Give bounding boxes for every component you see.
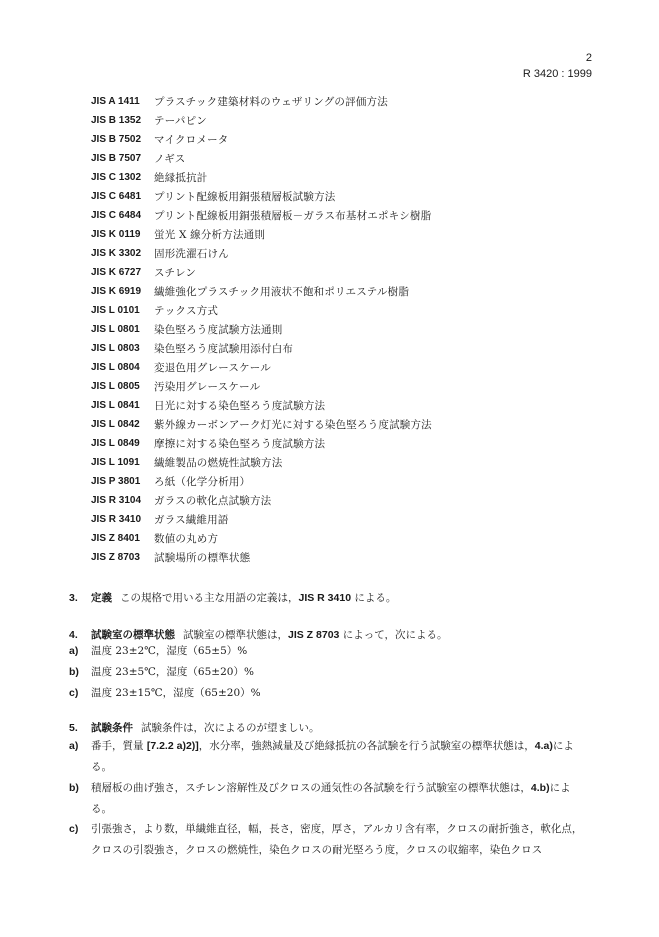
reference-item	[91, 149, 432, 168]
clause-5	[69, 720, 320, 735]
clause-number: 3.	[69, 592, 78, 604]
clause-number: 5.	[69, 722, 78, 734]
item-text: 温度 23±15℃，湿度（65±20）%	[91, 687, 261, 699]
reference-code: JIS Z 8401	[91, 533, 140, 544]
clause-reference: 4.b)	[530, 782, 550, 794]
item-label: c)	[69, 687, 79, 699]
item-text: 温度 23±5℃，湿度（65±20）%	[91, 666, 254, 678]
item-text: 引張強さ，より数，単繊維直径，幅，長さ，密度，厚さ，アルカリ含有率，クロスの耐折強さ，軟化点，クロスの引裂強さ，クロスの燃焼性，染色クロスの耐光堅ろう度，クロスの収縮率，染色クロス	[91, 823, 583, 856]
reference-title: 染色堅ろう度試験方法通則	[154, 324, 283, 336]
clause-text: この規格で用いる主な用語の定義は，	[120, 592, 299, 604]
reference-code: JIS C 6481	[91, 191, 142, 202]
reference-title: ガラス繊維用語	[154, 514, 229, 526]
reference-item	[91, 434, 432, 453]
reference-title: ノギス	[154, 153, 186, 165]
reference-title: 繊維製品の燃焼性試験方法	[154, 457, 283, 469]
item-text-part: 番手，質量	[91, 740, 147, 752]
clause-title: 定義	[91, 592, 112, 604]
clause-text: 試験条件は，次によるのが望ましい。	[141, 722, 320, 734]
reference-item	[91, 263, 432, 282]
reference-code: JIS C 1302	[91, 172, 142, 183]
test-condition-item-c	[69, 819, 591, 861]
reference-code: JIS A 1411	[91, 96, 140, 107]
reference-item	[91, 472, 432, 491]
reference-code: JIS C 6484	[91, 210, 142, 221]
reference-item	[91, 510, 432, 529]
clause-4	[69, 627, 448, 642]
item-label: a)	[69, 740, 79, 752]
clause-text: によって，次による。	[339, 629, 448, 641]
item-label: b)	[69, 666, 79, 678]
reference-item	[91, 415, 432, 434]
reference-item	[91, 491, 432, 510]
reference-title: スチレン	[154, 267, 197, 279]
reference-code: JIS B 1352	[91, 115, 142, 126]
reference-item	[91, 92, 432, 111]
reference-title: テックス方式	[154, 305, 219, 317]
item-label: c)	[69, 823, 79, 835]
item-text-part: による。	[91, 782, 571, 815]
reference-item	[91, 111, 432, 130]
item-text: 温度 23±2℃，湿度（65±5）%	[91, 645, 248, 657]
condition-item-a	[69, 641, 591, 662]
item-text-part: 積層板の曲げ強さ，スチレン溶解性及びクロスの通気性の各試験を行う試験室の標準状態は，	[91, 782, 531, 794]
reference-title: 汚染用グレースケール	[154, 381, 261, 393]
reference-title: 染色堅ろう度試験用添付白布	[154, 343, 294, 355]
clause-text: 試験室の標準状態は，	[183, 629, 288, 641]
test-condition-item-b	[69, 778, 591, 820]
reference-item	[91, 320, 432, 339]
reference-code: JIS L 0101	[91, 305, 140, 316]
reference-title: ろ紙（化学分析用）	[154, 476, 251, 488]
reference-code: JIS B 7507	[91, 153, 142, 164]
reference-item	[91, 168, 432, 187]
reference-item	[91, 301, 432, 320]
item-text-part: による。	[91, 740, 574, 773]
item-text	[91, 778, 591, 820]
reference-title: ガラスの軟化点試験方法	[154, 495, 272, 507]
reference-title: 変退色用グレースケール	[154, 362, 271, 374]
reference-item	[91, 187, 432, 206]
reference-code: JIS Z 8703	[91, 552, 140, 563]
reference-title: 日光に対する染色堅ろう度試験方法	[154, 400, 326, 412]
reference-title: マイクロメータ	[154, 134, 229, 146]
page-number: 2	[585, 52, 592, 64]
test-condition-item-a	[69, 736, 591, 778]
reference-title: 固形洗濯石けん	[154, 248, 229, 260]
reference-title: 絶縁抵抗計	[154, 172, 208, 184]
reference-code: JIS P 3801	[91, 476, 141, 487]
reference-code: JIS L 0804	[91, 362, 140, 373]
item-label: b)	[69, 782, 79, 794]
reference-code: JIS K 3302	[91, 248, 142, 259]
clause-reference: 4.a)	[534, 740, 553, 752]
reference-title: プリント配線板用銅張積層板－ガラス布基材エポキシ樹脂	[154, 210, 432, 222]
reference-item	[91, 548, 432, 567]
reference-code: JIS K 6727	[91, 267, 142, 278]
reference-item	[91, 206, 432, 225]
reference-list	[91, 92, 432, 567]
reference-code: JIS L 0805	[91, 381, 140, 392]
condition-item-b	[69, 662, 591, 683]
item-text-part: ，水分率，強熱減量及び絶縁抵抗の各試験を行う試験室の標準状態は，	[198, 740, 535, 752]
reference-item	[91, 339, 432, 358]
reference-item	[91, 225, 432, 244]
reference-item	[91, 358, 432, 377]
reference-item	[91, 282, 432, 301]
clause-title: 試験条件	[91, 722, 133, 734]
reference-title: 数値の丸め方	[154, 533, 219, 545]
reference-title: 試験場所の標準状態	[154, 552, 251, 564]
reference-title: プラスチック建築材料のウェザリングの評価方法	[154, 96, 388, 108]
reference-code: JIS R 3104	[91, 495, 142, 506]
clause-3	[69, 590, 396, 605]
clause-text: による。	[351, 592, 397, 604]
condition-item-c	[69, 683, 591, 704]
standard-number: R 3420 : 1999	[522, 68, 592, 80]
reference-item	[91, 244, 432, 263]
reference-title: プリント配線板用銅張積層板試験方法	[154, 191, 336, 203]
reference-code: JIS L 0803	[91, 343, 140, 354]
reference-code: JIS B 7502	[91, 134, 142, 145]
reference-code: JIS L 0849	[91, 438, 140, 449]
item-label: a)	[69, 645, 79, 657]
reference-code: JIS L 0841	[91, 400, 140, 411]
reference-title: 摩擦に対する染色堅ろう度試験方法	[154, 438, 326, 450]
reference-code: JIS R 3410	[91, 514, 142, 525]
reference-code: JIS K 6919	[91, 286, 142, 297]
clause-reference: [7.2.2 a)2)]	[146, 740, 199, 752]
reference-code: JIS L 0842	[91, 419, 140, 430]
clause-number: 4.	[69, 629, 78, 641]
standard-reference: JIS Z 8703	[288, 629, 340, 641]
reference-item	[91, 396, 432, 415]
reference-item	[91, 130, 432, 149]
reference-code: JIS K 0119	[91, 229, 141, 240]
clause-title: 試験室の標準状態	[91, 629, 175, 641]
reference-item	[91, 377, 432, 396]
reference-item	[91, 529, 432, 548]
item-text	[91, 736, 591, 778]
reference-title: 蛍光 X 線分析方法通則	[154, 229, 266, 241]
reference-title: 紫外線カーボンアーク灯光に対する染色堅ろう度試験方法	[154, 419, 432, 431]
standard-reference: JIS R 3410	[298, 592, 352, 604]
reference-item	[91, 453, 432, 472]
reference-code: JIS L 0801	[91, 324, 140, 335]
reference-title: 繊維強化プラスチック用液状不飽和ポリエステル樹脂	[154, 286, 410, 298]
reference-code: JIS L 1091	[91, 457, 140, 468]
reference-title: テーパピン	[154, 115, 207, 127]
